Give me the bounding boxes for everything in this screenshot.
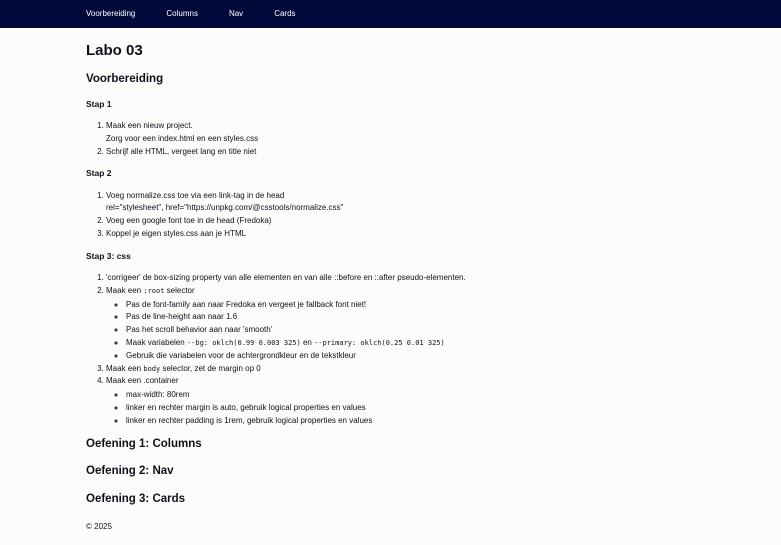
top-navigation	[0, 0, 781, 28]
section-heading-oefening-1: Oefening 1: Columns	[86, 437, 202, 450]
sub-list-item: ◦ linker en rechter margin is auto, gebruik logical properties en values	[126, 402, 781, 415]
sub-list	[106, 299, 781, 363]
nav-link-cards[interactable]: Cards	[274, 8, 296, 18]
sub-list-item: ◦ linker en rechter padding is 1rem, gebruik logical properties en values	[126, 415, 781, 428]
sub-list-item: ◦ max-width: 80rem	[126, 389, 781, 402]
list-item: 1. 'corrigeer' de box-sizing property van alle elementen en van alle ::before en ::after pseudo-elementen.	[106, 272, 781, 285]
main-content	[0, 42, 781, 507]
footer-copyright: © 2025	[86, 521, 112, 531]
nav-link-voorbereiding[interactable]: Voorbereiding	[86, 8, 136, 18]
list-item: 2. Maak een :root selector ◦ Pas de font-family aan naar Fredoka en vergeet je fallback font niet! ◦ Pas de line-height aan naar 1.6 ◦ Pas het scroll behavior aan naar 'smooth' ◦ Maak variabelen --bg: oklch(0.99 0.003 325) en --primary: oklch(0.25 0.01 325) ◦ Gebruik die variabelen voor de achtergrondkleur en de tekstkleur	[106, 285, 781, 363]
inline-code: :root	[143, 286, 165, 295]
nav-link-nav[interactable]: Nav	[228, 8, 244, 18]
sub-list-item: ◦ Pas de font-family aan naar Fredoka en vergeet je fallback font niet!	[126, 299, 781, 312]
inline-code: body	[143, 364, 161, 373]
list-item: 3. Maak een body selector, zet de margin op 0	[106, 363, 781, 376]
page-title: Labo 03	[86, 42, 143, 59]
sub-list-item: ◦ Pas het scroll behavior aan naar 'smooth'	[126, 324, 781, 337]
step-3-list	[86, 272, 781, 428]
list-item: 1. Maak een nieuw project. Zorg voor een index.html en een styles.css	[106, 120, 781, 146]
step-2-list	[86, 190, 781, 241]
section-heading-oefening-2: Oefening 2: Nav	[86, 465, 174, 478]
list-item: 4. Maak een .container ◦ max-width: 80rem ◦ linker en rechter margin is auto, gebruik logical properties en values ◦ linker en rechter padding is 1rem, gebruik logical properties en values	[106, 375, 781, 427]
sub-list	[106, 389, 781, 427]
step-heading-1: Stap 1	[86, 98, 112, 109]
sub-list-item: ◦ Maak variabelen --bg: oklch(0.99 0.003 325) en --primary: oklch(0.25 0.01 325)	[126, 337, 781, 350]
sub-list-item: ◦ Gebruik die variabelen voor de achtergrondkleur en de tekstkleur	[126, 350, 781, 363]
sub-list-item: ◦ Pas de line-height aan naar 1.6	[126, 311, 781, 324]
list-item: 3. Koppel je eigen styles.css aan je HTML	[106, 228, 781, 241]
step-heading-3: Stap 3: css	[86, 250, 131, 261]
step-heading-2: Stap 2	[86, 168, 112, 179]
step-1-list	[86, 120, 781, 158]
inline-code: --bg: oklch(0.99 0.003 325)	[186, 338, 301, 347]
nav-link-columns[interactable]: Columns	[166, 8, 198, 18]
list-item: 1. Voeg normalize.css toe via een link-tag in de head rel="stylesheet", href="https://unpkg.com/@csstools/normalize.css"	[106, 190, 781, 216]
list-item: 2. Voeg een google font toe in de head (Fredoka)	[106, 215, 781, 228]
section-heading-oefening-3: Oefening 3: Cards	[86, 493, 186, 506]
list-item: 2. Schrijf alle HTML, vergeet lang en title niet	[106, 146, 781, 159]
section-heading-voorbereiding: Voorbereiding	[86, 73, 164, 85]
inline-code: --primary: oklch(0.25 0.01 325)	[314, 338, 445, 347]
